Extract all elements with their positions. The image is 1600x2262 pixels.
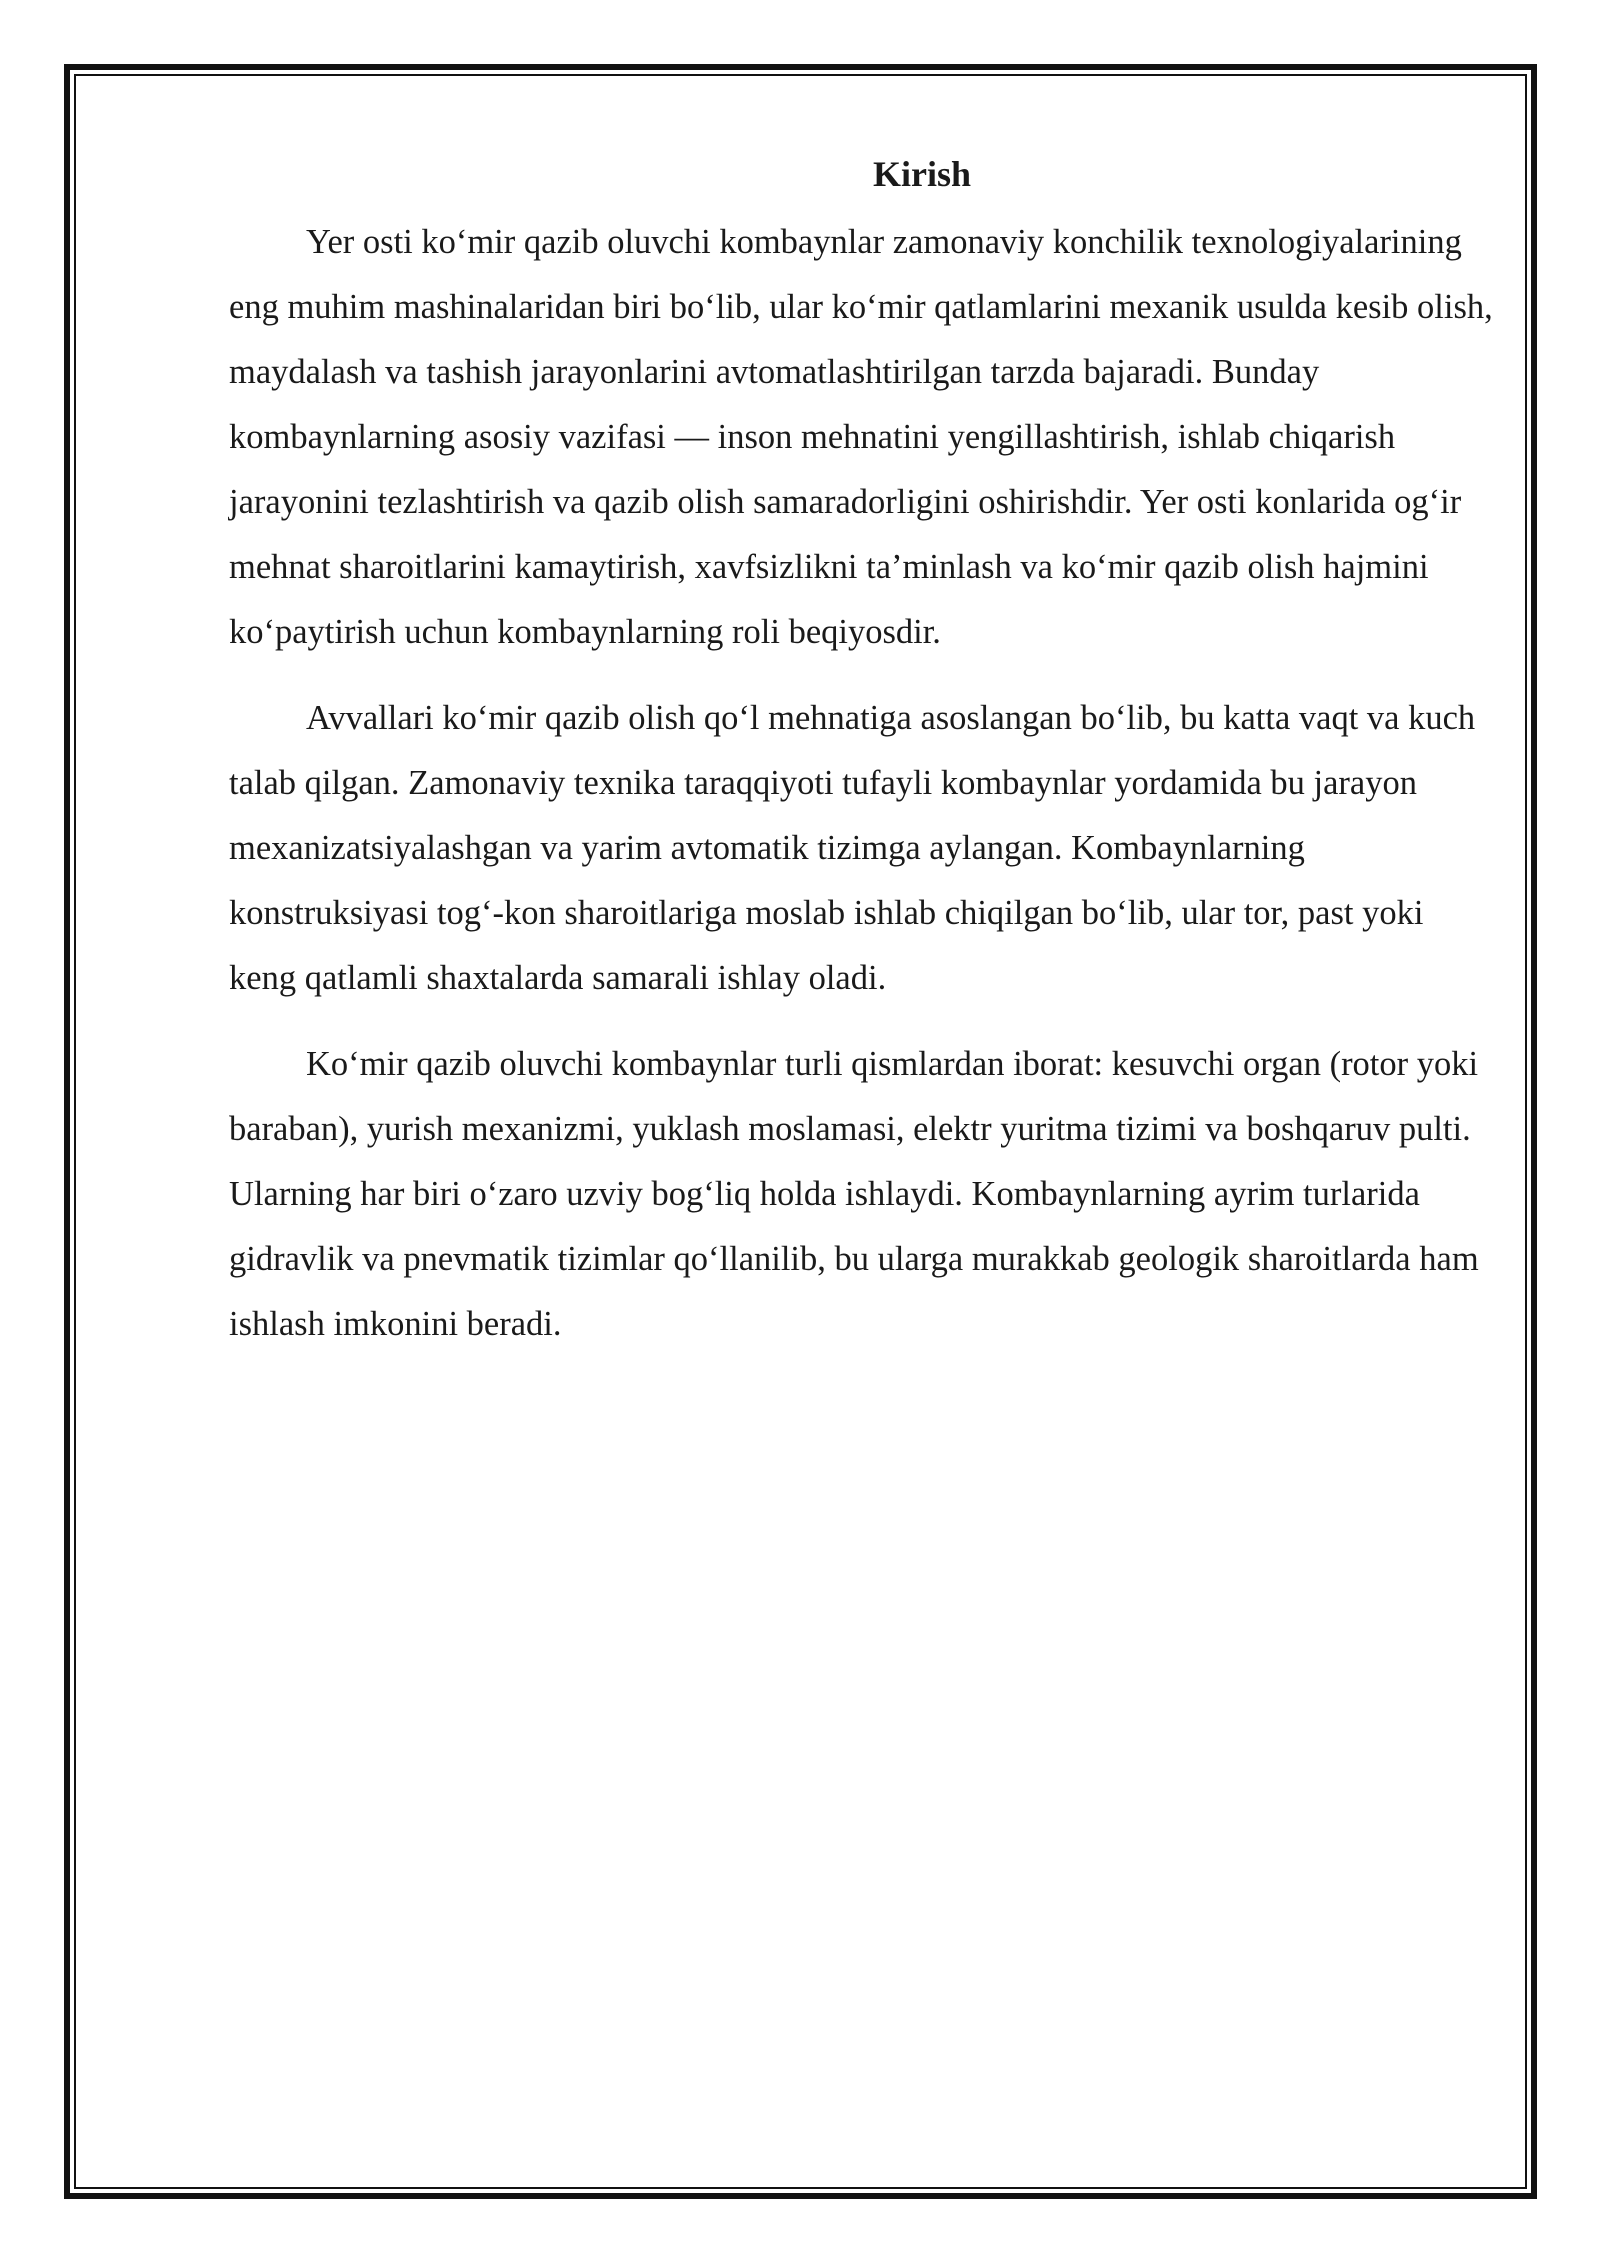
paragraph-3: Ko‘mir qazib oluvchi kombaynlar turli qismlardan iborat: kesuvchi organ (rotor yoki baraban), yurish mexanizmi, yuklash moslamasi, elektr yuritma tizimi va boshqaruv pulti. Ularning har biri o‘zaro uzviy bog‘liq holda ishlaydi. Kombaynlarning ayrim turlarida gidravlik va pnevmatik tizimlar qo‘llanilib, bu ularga murakkab geologik sharoitlarda ham ishlash imkonini beradi. [229,1045,1479,1343]
page-content [229,148,1495,1378]
page-title: Kirish [872,154,971,194]
paragraph-1: Yer osti ko‘mir qazib oluvchi kombaynlar zamonaviy konchilik texnologiyalarining eng muhim mashinalaridan biri bo‘lib, ular ko‘mir qatlamlarini mexanik usulda kesib olish, maydalash va tashish jarayonlarini avtomatlashtirilgan tarzda bajaradi. Bunday kombaynlarning asosiy vazifasi — inson mehnatini yengillashtirish, ishlab chiqarish jarayonini tezlashtirish va qazib olish samaradorligini oshirishdir. Yer osti konlarida og‘ir mehnat sharoitlarini kamaytirish, xavfsizlikni ta’minlash va ko‘mir qazib olish hajmini ko‘paytirish uchun kombaynlarning roli beqiyosdir. [229,223,1493,651]
paragraph-2: Avvallari ko‘mir qazib olish qo‘l mehnatiga asoslangan bo‘lib, bu katta vaqt va kuch talab qilgan. Zamonaviy texnika taraqqiyoti tufayli kombaynlar yordamida bu jarayon mexanizatsiyalashgan va yarim avtomatik tizimga aylangan. Kombaynlarning konstruksiyasi tog‘-kon sharoitlariga moslab ishlab chiqilgan bo‘lib, ular tor, past yoki keng qatlamli shaxtalarda samarali ishlay oladi. [229,699,1476,997]
